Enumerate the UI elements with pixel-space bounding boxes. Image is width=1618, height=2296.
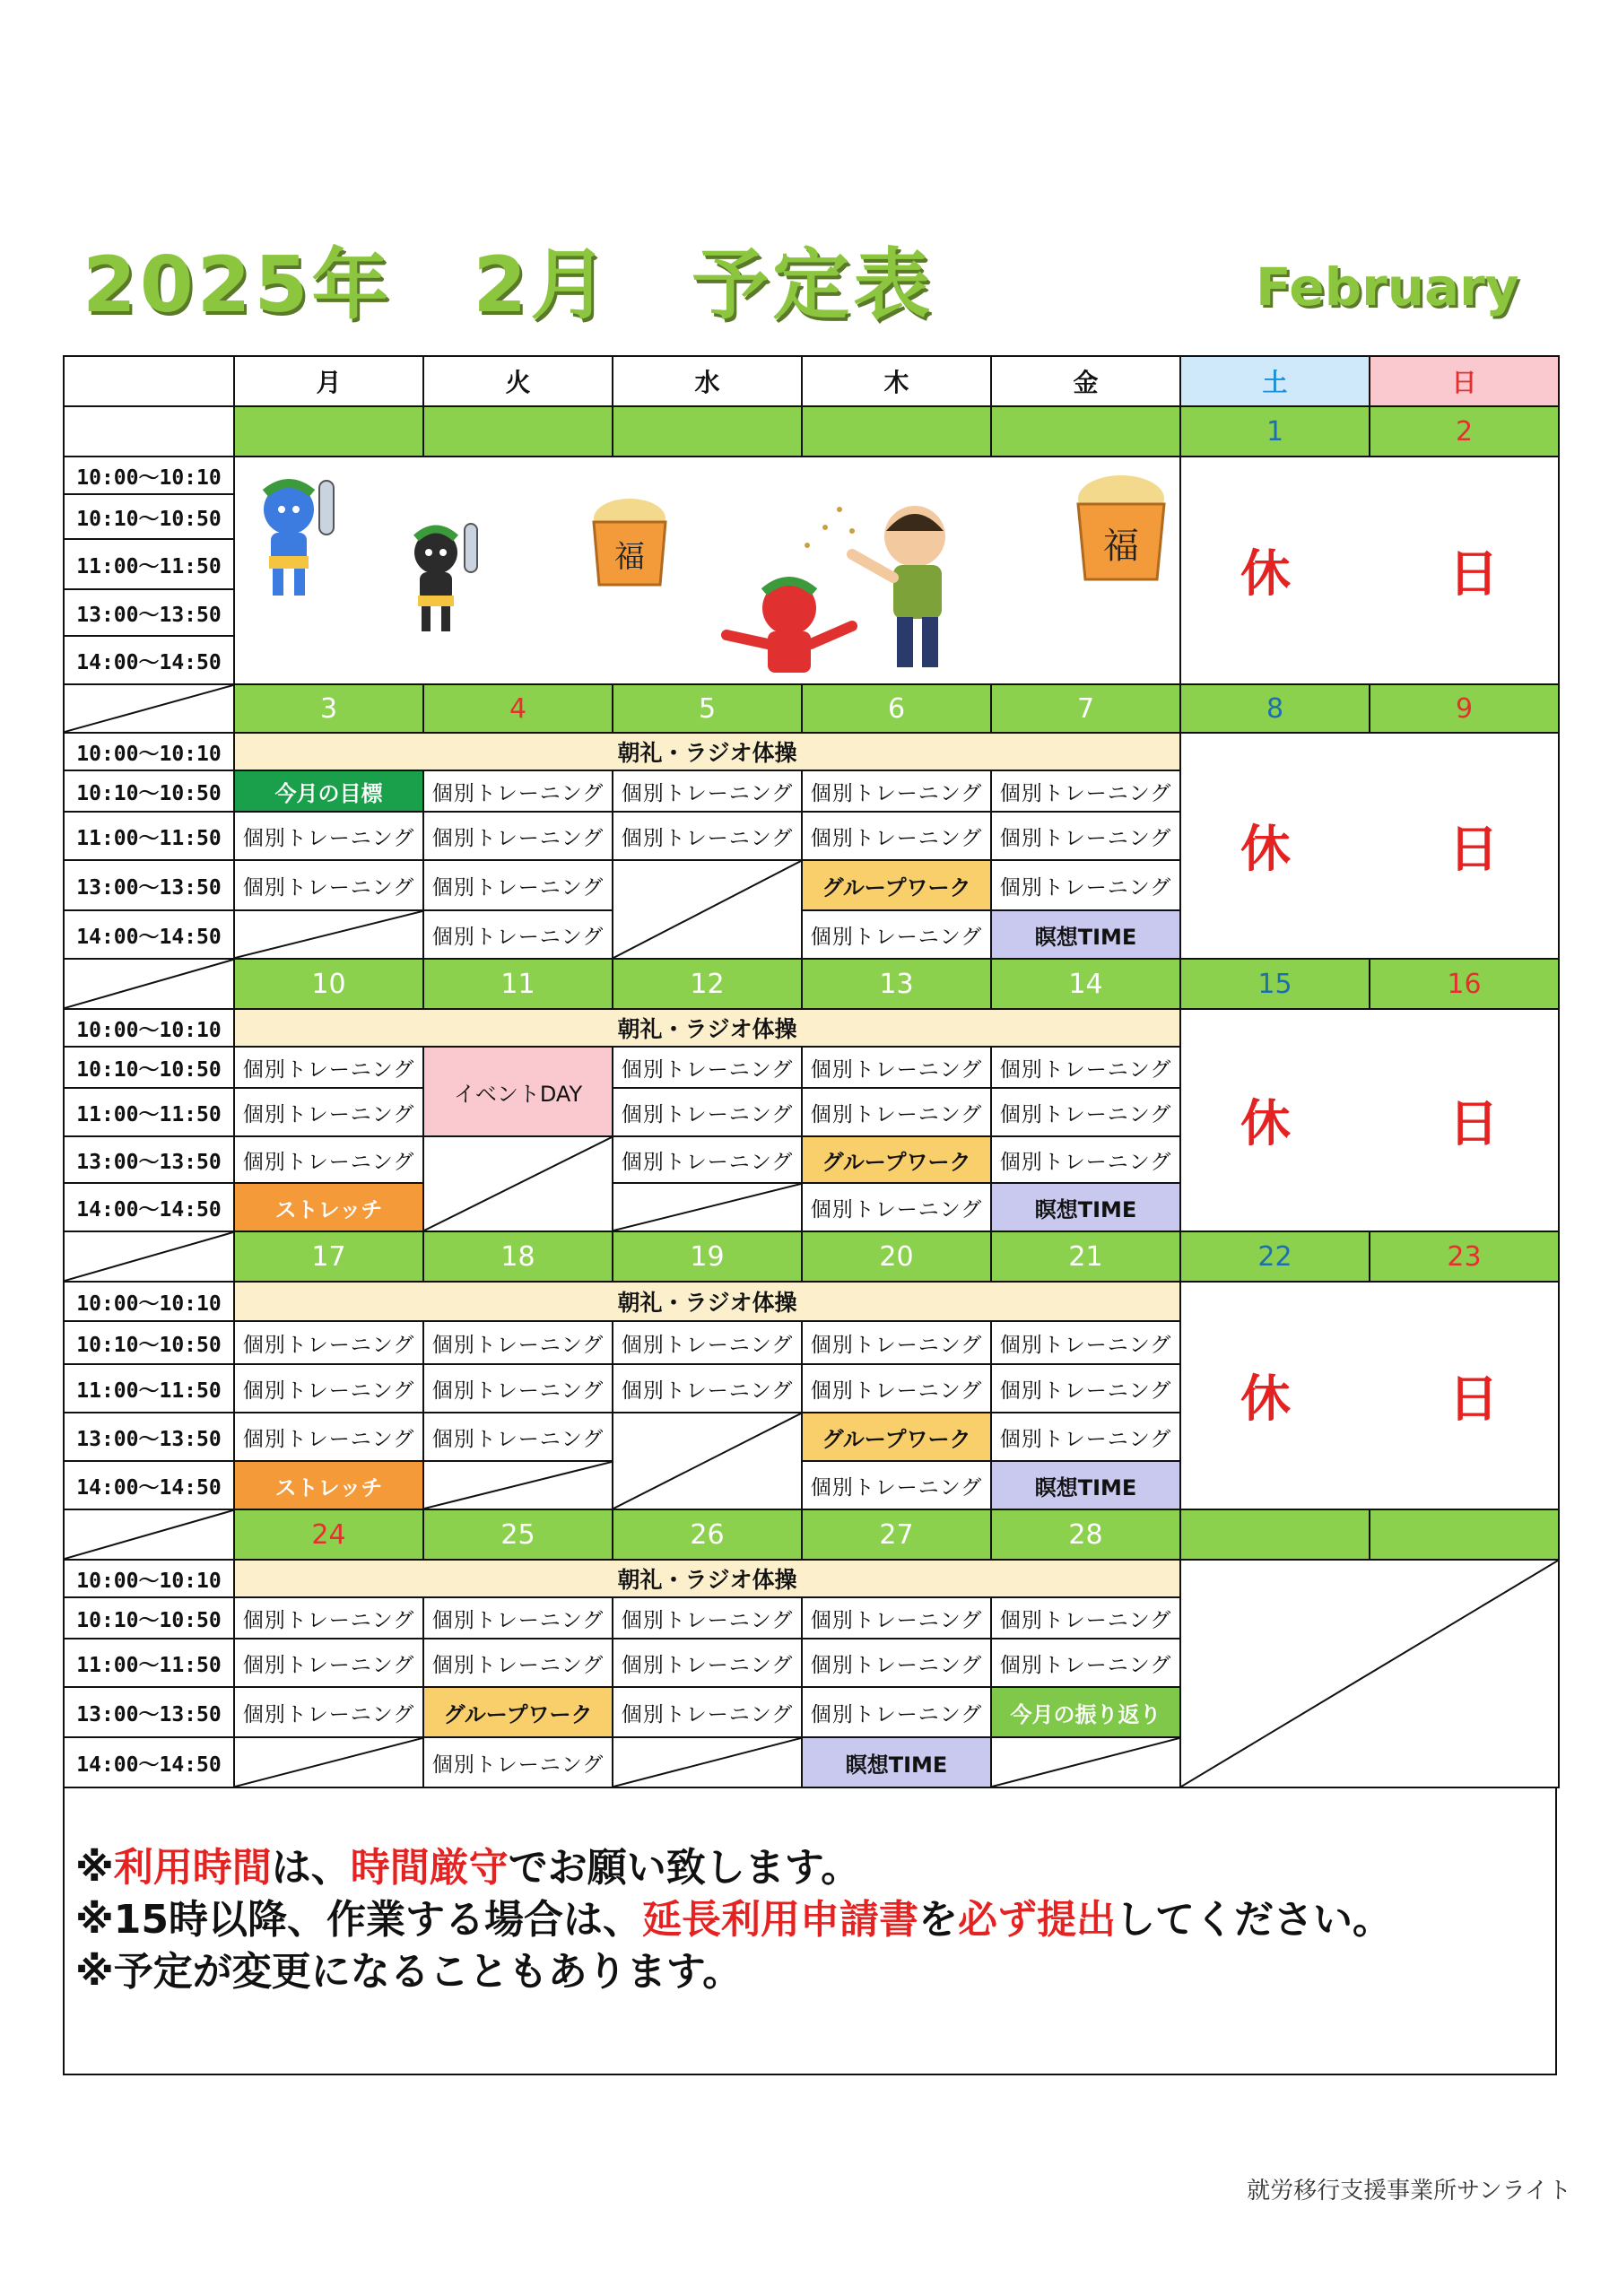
schedule-cell: 個別トレーニング [612,1135,803,1184]
note-line-3 [75,1946,1546,1998]
event-day: イベントDAY [422,1046,613,1137]
schedule-cell: 個別トレーニング [801,1363,992,1413]
date-cell: 23 [1369,1231,1560,1283]
schedule-cell: 今月の目標 [233,770,424,813]
date-cell [612,405,803,457]
schedule-cell: 個別トレーニング [990,1320,1181,1365]
time-slot: 14:00〜14:50 [63,1460,235,1510]
morning-assembly-row: 朝礼・ラジオ体操 [233,1281,1181,1322]
blank-slash [65,1510,233,1559]
blank-cell [422,1135,613,1232]
holiday-block: 休 日 [1179,732,1560,960]
time-slot: 14:00〜14:50 [63,1736,235,1788]
time-slot: 10:00〜10:10 [63,1559,235,1598]
week-corner-cell [63,1509,235,1561]
note-segment: ※ [75,1845,114,1891]
time-slot: 10:10〜10:50 [63,770,235,813]
holiday-block: 休 日 [1179,1008,1560,1232]
time-slot: 14:00〜14:50 [63,1182,235,1232]
date-cell: 2 [1369,405,1560,457]
date-cell: 13 [801,958,992,1010]
time-slot: 13:00〜13:50 [63,1135,235,1184]
corner-cell [63,355,235,407]
date-cell: 10 [233,958,424,1010]
note-segment: を [918,1897,959,1943]
date-cell: 24 [233,1509,424,1561]
date-cell [422,405,613,457]
schedule-cell: 個別トレーニング [422,1596,613,1639]
note-segment: でお願い致します。 [508,1845,861,1891]
note-segment: 利用時間 [113,1845,272,1891]
illustration-area [233,456,1181,685]
schedule-cell: 個別トレーニング [612,1596,803,1639]
date-cell: 19 [612,1231,803,1283]
note-segment: 時間厳守 [350,1845,509,1891]
week-corner-cell [63,1231,235,1283]
date-cell: 9 [1369,683,1560,734]
time-slot: 10:00〜10:10 [63,1281,235,1322]
holiday-block: 休 日 [1179,1281,1560,1510]
date-cell: 5 [612,683,803,734]
schedule-cell: 個別トレーニング [422,1638,613,1688]
weekday-header: 火 [422,355,613,407]
date-cell: 20 [801,1231,992,1283]
time-slot: 10:00〜10:10 [63,732,235,771]
time-slot: 11:00〜11:50 [63,1638,235,1688]
schedule-cell: 個別トレーニング [801,1087,992,1137]
schedule-cell: 個別トレーニング [990,1363,1181,1413]
schedule-cell: 個別トレーニング [422,1363,613,1413]
month-name-en: February [1256,257,1519,317]
date-cell: 16 [1369,958,1560,1010]
blank-slash [235,911,422,958]
schedule-cell: 個別トレーニング [990,1638,1181,1688]
date-cell [990,405,1181,457]
blank-cell [422,1460,613,1510]
blank-cell [233,1736,424,1788]
date-cell: 8 [1179,683,1370,734]
schedule-cell: 個別トレーニング [801,1046,992,1089]
weekday-header: 土 [1179,355,1370,407]
blank-cell [612,859,803,960]
schedule-cell: 個別トレーニング [612,770,803,813]
date-cell: 27 [801,1509,992,1561]
holiday-block: 休 日 [1179,456,1560,685]
weekday-header: 月 [233,355,424,407]
time-slot: 14:00〜14:50 [63,635,235,685]
date-cell: 26 [612,1509,803,1561]
weekday-header: 金 [990,355,1181,407]
schedule-cell: 個別トレーニング [612,811,803,861]
schedule-cell: 個別トレーニング [422,1320,613,1365]
schedule-cell: 個別トレーニング [233,1412,424,1462]
schedule-cell: 個別トレーニング [801,1686,992,1738]
schedule-cell: 個別トレーニング [801,1320,992,1365]
note-segment: は、 [271,1845,351,1891]
blue-oni-icon [242,474,350,599]
note-segment: ※15時以降、作業する場合は、 [75,1897,643,1943]
page-title: 2025年 2月 予定表 [83,240,935,330]
schedule-cell: 瞑想TIME [990,1460,1181,1510]
time-slot: 10:00〜10:10 [63,1008,235,1048]
black-oni-icon [393,520,491,637]
date-cell: 15 [1179,958,1370,1010]
date-cell: 17 [233,1231,424,1283]
time-slot: 13:00〜13:50 [63,1412,235,1462]
week-corner-cell [63,683,235,734]
date-cell: 7 [990,683,1181,734]
blank-slash [424,1137,612,1231]
note-segment: 延長利用申請書 [642,1897,919,1943]
weekday-header: 水 [612,355,803,407]
schedule-cell: 個別トレーニング [422,1412,613,1462]
date-cell [1179,1509,1370,1561]
date-cell: 11 [422,958,613,1010]
blank-cell [612,1182,803,1232]
blank-cell [612,1736,803,1788]
schedule-cell: 個別トレーニング [801,1460,992,1510]
week-corner-cell [63,958,235,1010]
time-slot: 11:00〜11:50 [63,811,235,861]
date-cell: 6 [801,683,992,734]
organization-name: 就労移行支援事業所サンライト [1247,2178,1571,2205]
note-line-1 [75,1842,1546,1894]
week-corner-cell [63,405,235,457]
schedule-cell: 個別トレーニング [422,811,613,861]
schedule-cell: 個別トレーニング [233,811,424,861]
time-slot: 13:00〜13:50 [63,588,235,637]
schedule-cell: 個別トレーニング [422,770,613,813]
schedule-cell: 個別トレーニング [233,1087,424,1137]
schedule-cell: 個別トレーニング [612,1638,803,1688]
schedule-cell: 個別トレーニング [801,1596,992,1639]
blank-slash [992,1738,1179,1787]
notes-box [63,1787,1557,2075]
schedule-cell: 個別トレーニング [422,859,613,911]
schedule-cell: 個別トレーニング [612,1363,803,1413]
schedule-cell: 個別トレーニング [233,1363,424,1413]
blank-cell [612,1412,803,1510]
schedule-cell: 個別トレーニング [612,1320,803,1365]
schedule-cell: 個別トレーニング [233,1596,424,1639]
schedule-cell: 今月の振り返り [990,1686,1181,1738]
schedule-cell: 個別トレーニング [990,1046,1181,1089]
schedule-cell: 個別トレーニング [990,811,1181,861]
schedule-cell: 瞑想TIME [801,1736,992,1788]
date-cell [233,405,424,457]
svg-text:福: 福 [1103,526,1139,567]
schedule-cell: 個別トレーニング [612,1087,803,1137]
blank-slash [1181,1561,1558,1787]
date-cell: 3 [233,683,424,734]
time-slot: 11:00〜11:50 [63,1087,235,1137]
weekday-header: 木 [801,355,992,407]
time-slot: 14:00〜14:50 [63,909,235,960]
date-cell: 12 [612,958,803,1010]
schedule-cell: 個別トレーニング [233,1320,424,1365]
fuku-bean-box-icon [585,491,674,590]
note-segment: 必ず提出 [958,1897,1117,1943]
blank-slash [613,1413,801,1509]
date-cell: 1 [1179,405,1370,457]
schedule-cell: 個別トレーニング [990,859,1181,911]
time-slot: 13:00〜13:50 [63,859,235,911]
time-slot: 10:10〜10:50 [63,1046,235,1089]
date-cell: 21 [990,1231,1181,1283]
blank-slash [65,685,233,732]
schedule-cell: 個別トレーニング [801,1182,992,1232]
weekday-header: 日 [1369,355,1560,407]
blank-weekend-block [1179,1559,1560,1788]
morning-assembly-row: 朝礼・ラジオ体操 [233,732,1181,771]
schedule-cell: ストレッチ [233,1182,424,1232]
time-slot: 10:00〜10:10 [63,456,235,495]
time-slot: 10:10〜10:50 [63,1596,235,1639]
schedule-cell: 個別トレーニング [422,909,613,960]
time-slot: 10:10〜10:50 [63,1320,235,1365]
morning-assembly-row: 朝礼・ラジオ体操 [233,1559,1181,1598]
date-cell: 22 [1179,1231,1370,1283]
schedule-cell: グループワーク [801,1135,992,1184]
time-slot: 11:00〜11:50 [63,538,235,590]
schedule-cell: 個別トレーニング [990,1135,1181,1184]
schedule-cell: 個別トレーニング [612,1686,803,1738]
time-slot: 10:10〜10:50 [63,493,235,540]
date-cell: 18 [422,1231,613,1283]
blank-slash [613,1184,801,1231]
schedule-cell: グループワーク [801,1412,992,1462]
time-slot: 13:00〜13:50 [63,1686,235,1738]
schedule-cell: 個別トレーニング [233,1686,424,1738]
blank-slash [613,861,801,958]
schedule-cell: ストレッチ [233,1460,424,1510]
schedule-cell: 個別トレーニング [233,1638,424,1688]
date-cell: 4 [422,683,613,734]
red-oni-and-bean-thrower-icon [718,491,987,680]
note-segment: してください。 [1116,1897,1393,1943]
morning-assembly-row: 朝礼・ラジオ体操 [233,1008,1181,1048]
schedule-cell: 個別トレーニング [612,1046,803,1089]
schedule-cell: 個別トレーニング [233,1046,424,1089]
blank-slash [424,1462,612,1509]
fuku-bean-box-icon [1067,468,1175,585]
schedule-cell: グループワーク [422,1686,613,1738]
note-segment: ※予定が変更になることもあります。 [75,1949,743,1995]
blank-cell [233,909,424,960]
schedule-cell: 個別トレーニング [801,770,992,813]
time-slot: 11:00〜11:50 [63,1363,235,1413]
blank-slash [65,960,233,1008]
schedule-cell: 瞑想TIME [990,909,1181,960]
schedule-cell: 個別トレーニング [422,1736,613,1788]
schedule-cell: 個別トレーニング [990,770,1181,813]
schedule-cell: 個別トレーニング [801,1638,992,1688]
blank-slash [235,1738,422,1787]
blank-slash [65,1232,233,1281]
schedule-cell: 個別トレーニング [801,909,992,960]
blank-slash [613,1738,801,1787]
svg-text:福: 福 [614,539,645,575]
date-cell [801,405,992,457]
schedule-cell: 個別トレーニング [990,1412,1181,1462]
schedule-cell: グループワーク [801,859,992,911]
note-line-2 [75,1894,1546,1946]
schedule-cell: 個別トレーニング [990,1087,1181,1137]
date-cell: 14 [990,958,1181,1010]
schedule-cell: 個別トレーニング [233,859,424,911]
date-cell: 25 [422,1509,613,1561]
schedule-cell: 個別トレーニング [801,811,992,861]
date-cell [1369,1509,1560,1561]
schedule-cell: 個別トレーニング [990,1596,1181,1639]
date-cell: 28 [990,1509,1181,1561]
schedule-cell: 個別トレーニング [233,1135,424,1184]
schedule-cell: 瞑想TIME [990,1182,1181,1232]
blank-cell [990,1736,1181,1788]
